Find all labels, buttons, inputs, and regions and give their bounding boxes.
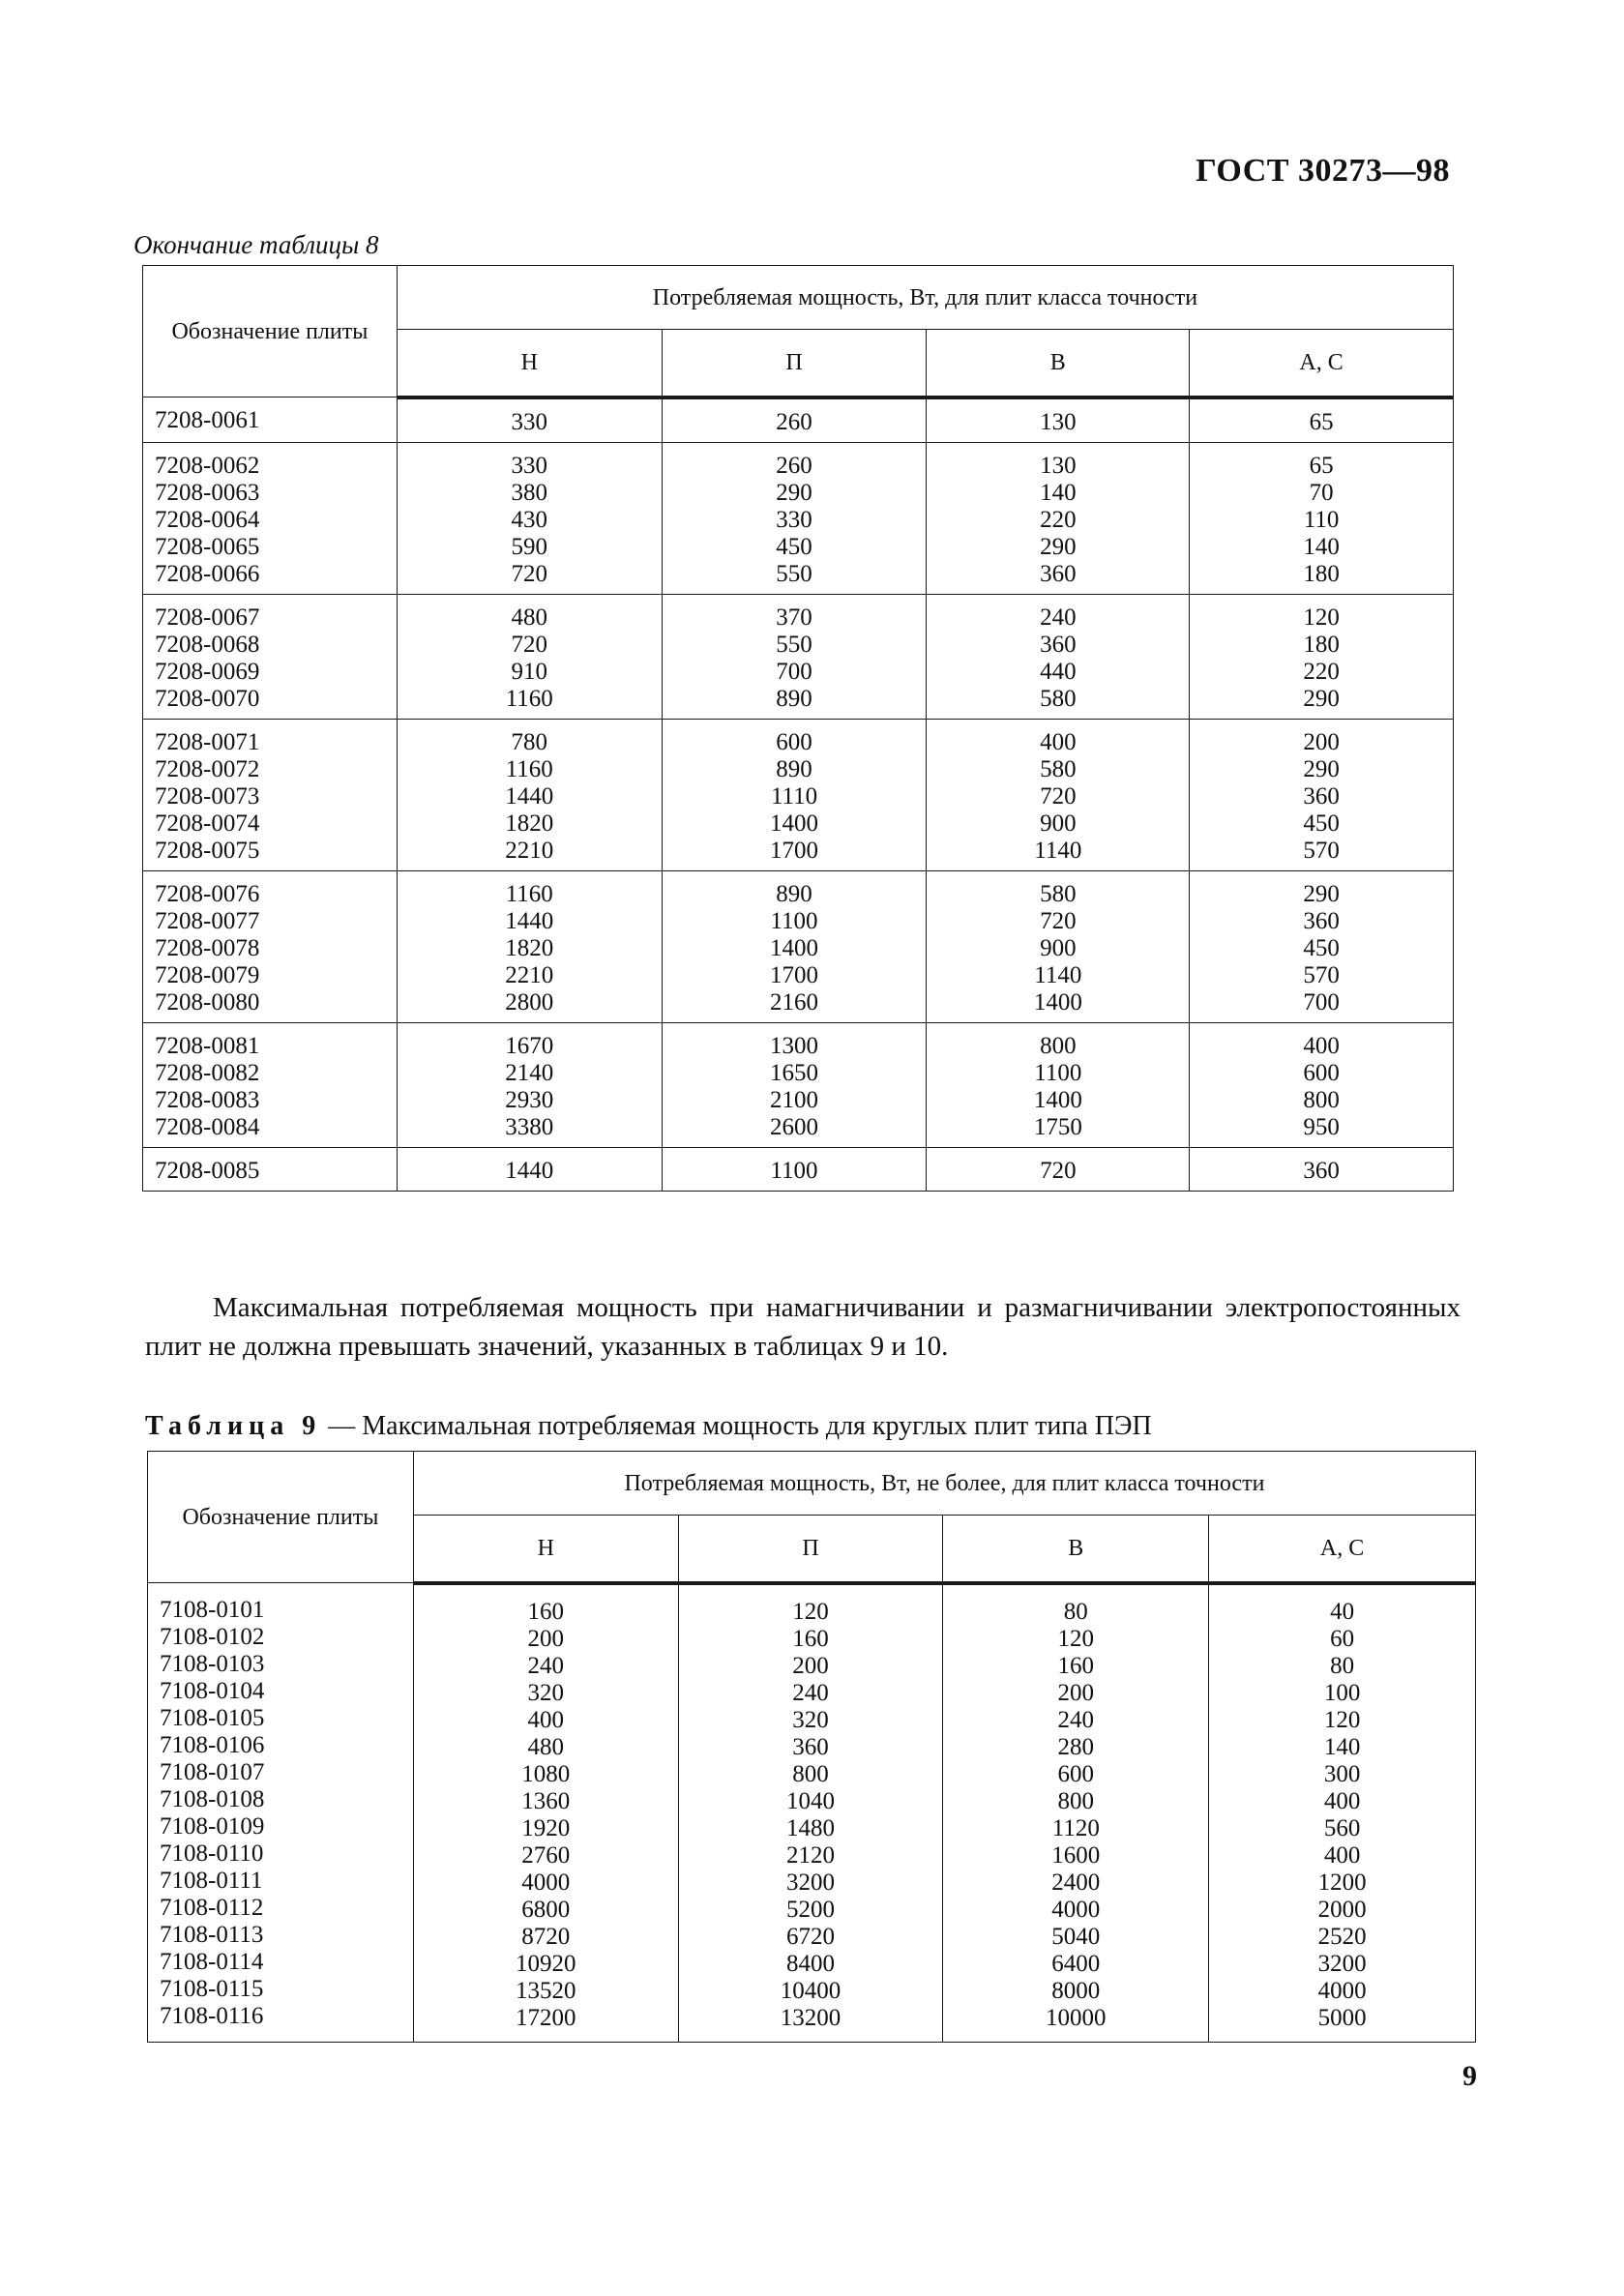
table9-label: Таблица 9: [145, 1411, 322, 1441]
table8-col-name: Обозначение плиты: [143, 266, 398, 397]
table-8: [142, 265, 1454, 1192]
table9-v-cell: 80 120 160 200 240 280 600 800 1120 1600 2400 4000 5040 6400 8000 10000: [943, 1583, 1209, 2043]
table8-n-cell: 330 380 430 590 720: [397, 442, 662, 594]
table8-n-cell: 330: [397, 397, 662, 443]
table8-ac-cell: 290 360 450 570 700: [1190, 870, 1454, 1022]
table8-v-cell: 580 720 900 1140 1400: [927, 870, 1190, 1022]
table8-v-cell: 400 580 720 900 1140: [927, 719, 1190, 870]
table8-class-n: Н: [397, 330, 662, 397]
table9-class-p: П: [678, 1516, 943, 1583]
table-row: [143, 594, 1454, 719]
table8-p-cell: 600 890 1110 1400 1700: [662, 719, 927, 870]
table8-p-cell: 260: [662, 397, 927, 443]
table8-n-cell: 780 1160 1440 1820 2210: [397, 719, 662, 870]
table8-p-cell: 370 550 700 890: [662, 594, 927, 719]
table8-class-ac: А, С: [1190, 330, 1454, 397]
table8-ac-cell: 200 290 360 450 570: [1190, 719, 1454, 870]
table8-p-cell: 1300 1650 2100 2600: [662, 1022, 927, 1147]
table8-v-cell: 130 140 220 290 360: [927, 442, 1190, 594]
table8-n-cell: 480 720 910 1160: [397, 594, 662, 719]
table8-ac-cell: 65 70 110 140 180: [1190, 442, 1454, 594]
table-row: [148, 1583, 1476, 2043]
table8-v-cell: 130: [927, 397, 1190, 443]
standard-header: ГОСТ 30273—98: [1196, 153, 1450, 189]
table9-n-cell: 160 200 240 320 400 480 1080 1360 1920 2760 4000 6800 8720 10920 13520 17200: [413, 1583, 678, 2043]
table9-group-header: Потребляемая мощность, Вт, не более, для плит класса точности: [413, 1452, 1475, 1516]
table9-p-cell: 120 160 200 240 320 360 800 1040 1480 2120 3200 5200 6720 8400 10400 13200: [678, 1583, 943, 2043]
table9-caption: [145, 1411, 1152, 1442]
page-number: 9: [1462, 2060, 1477, 2092]
table8-n-cell: 1440: [397, 1147, 662, 1191]
table-row: [143, 1022, 1454, 1147]
table9-col-name: Обозначение плиты: [148, 1452, 414, 1583]
table9-class-n: Н: [413, 1516, 678, 1583]
table9-class-v: В: [943, 1516, 1209, 1583]
table-9: [147, 1451, 1476, 2043]
table-row: [143, 397, 1454, 443]
table8-p-cell: 1100: [662, 1147, 927, 1191]
table8-ids-cell: 7208-0067 7208-0068 7208-0069 7208-0070: [143, 594, 398, 719]
table8-p-cell: 260 290 330 450 550: [662, 442, 927, 594]
table8-ac-cell: 400 600 800 950: [1190, 1022, 1454, 1147]
table9-ac-cell: 40 60 80 100 120 140 300 400 560 400 1200 2000 2520 3200 4000 5000: [1209, 1583, 1476, 2043]
table8-n-cell: 1160 1440 1820 2210 2800: [397, 870, 662, 1022]
table8-v-cell: 240 360 440 580: [927, 594, 1190, 719]
table8-class-v: В: [927, 330, 1190, 397]
table8-class-p: П: [662, 330, 927, 397]
table-row: [143, 1147, 1454, 1191]
table8-v-cell: 800 1100 1400 1750: [927, 1022, 1190, 1147]
body-paragraph: Максимальная потребляемая мощность при намагничивании и размагничивании электропостоянных плит не должна превышать значений, указанных в таблицах 9 и 10.: [145, 1292, 1461, 1362]
table8-n-cell: 1670 2140 2930 3380: [397, 1022, 662, 1147]
table8-ids-cell: 7208-0061: [143, 397, 398, 443]
table9-ids-cell: 7108-0101 7108-0102 7108-0103 7108-0104 7108-0105 7108-0106 7108-0107 7108-0108 7108-0109 7108-0110 7108-0111 7108-0112 7108-0113 7108-0114 7108-0115 7108-0116: [148, 1583, 414, 2043]
table8-ids-cell: 7208-0081 7208-0082 7208-0083 7208-0084: [143, 1022, 398, 1147]
table9-class-ac: А, С: [1209, 1516, 1476, 1583]
table8-ac-cell: 360: [1190, 1147, 1454, 1191]
table8-v-cell: 720: [927, 1147, 1190, 1191]
table8-ids-cell: 7208-0076 7208-0077 7208-0078 7208-0079 7208-0080: [143, 870, 398, 1022]
table8-caption: Окончание таблицы 8: [133, 230, 379, 259]
table-row: [143, 719, 1454, 870]
table8-ids-cell: 7208-0062 7208-0063 7208-0064 7208-0065 7208-0066: [143, 442, 398, 594]
table-row: [143, 442, 1454, 594]
table8-p-cell: 890 1100 1400 1700 2160: [662, 870, 927, 1022]
table8-ac-cell: 65: [1190, 397, 1454, 443]
table8-body: [143, 397, 1454, 1192]
table8-ids-cell: 7208-0071 7208-0072 7208-0073 7208-0074 7208-0075: [143, 719, 398, 870]
table8-group-header: Потребляемая мощность, Вт, для плит класса точности: [397, 266, 1453, 330]
table8-ids-cell: 7208-0085: [143, 1147, 398, 1191]
table8-ac-cell: 120 180 220 290: [1190, 594, 1454, 719]
table-row: [143, 870, 1454, 1022]
table9-title: — Максимальная потребляемая мощность для круглых плит типа ПЭП: [321, 1411, 1152, 1441]
